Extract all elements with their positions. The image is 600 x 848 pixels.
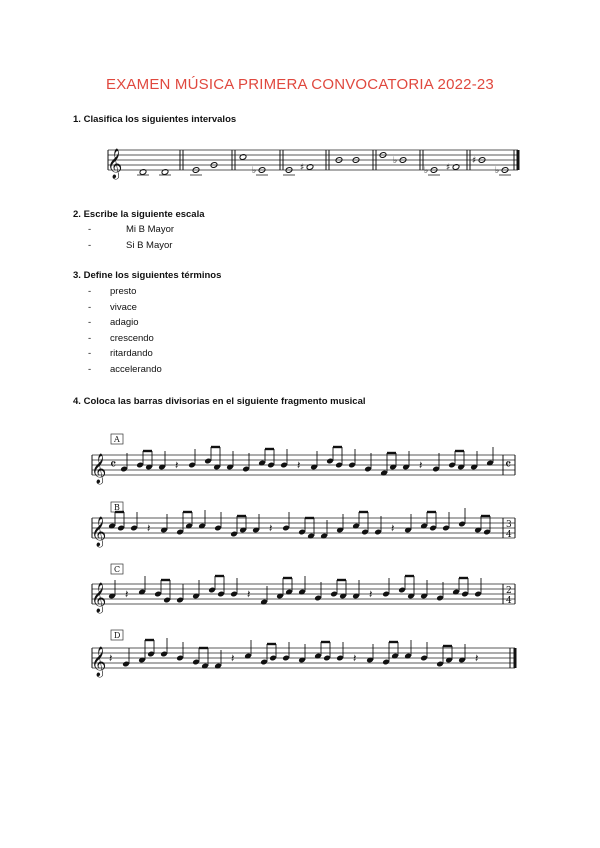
question-number: 2. (73, 209, 81, 220)
quarter-rest: 𝄽 (147, 522, 151, 535)
question-text: Escribe la siguiente escala (83, 209, 205, 220)
question-number: 3. (73, 270, 81, 281)
list-bullet: - (88, 348, 92, 359)
list-item-text: accelerando (110, 363, 162, 375)
question-number: 1. (73, 114, 81, 125)
list-item-text: adagio (110, 317, 139, 328)
question-text: Define los siguientes términos (83, 270, 222, 281)
treble-clef: 𝄞 (91, 517, 107, 547)
time-signature-top: 2 (506, 586, 512, 596)
quarter-rest: 𝄽 (247, 588, 251, 601)
flat-accidental: ♭ (252, 166, 257, 176)
quarter-rest: 𝄽 (369, 588, 373, 601)
sharp-accidental: ♯ (446, 163, 451, 173)
time-signature-bottom: 4 (506, 596, 512, 606)
quarter-rest: 𝄽 (269, 522, 273, 535)
section-label: A (114, 435, 120, 444)
quarter-rest: 𝄽 (475, 652, 479, 665)
treble-clef: 𝄞 (91, 647, 107, 677)
flat-accidental: ♭ (424, 166, 429, 176)
list-bullet: - (88, 239, 92, 251)
flat-accidental: ♭ (495, 166, 500, 176)
treble-clef: 𝄞 (91, 454, 107, 484)
question-number: 4. (73, 396, 81, 407)
list-item-text: ritardando (110, 348, 153, 359)
section-label: C (114, 565, 121, 574)
question-text: Coloca las barras divisorias en el siguiente fragmento musical (83, 396, 366, 407)
list-item-text: presto (110, 286, 137, 297)
treble-clef: 𝄞 (107, 149, 123, 179)
list-item-text: Mi B Mayor (126, 224, 175, 235)
time-signature-top: 3 (506, 520, 512, 530)
quarter-rest: 𝄽 (175, 459, 179, 472)
flat-accidental: ♭ (393, 156, 398, 166)
list-bullet: - (88, 332, 92, 344)
quarter-rest: 𝄽 (109, 652, 113, 665)
list-bullet: - (88, 224, 92, 235)
list-item-text: Si B Mayor (126, 239, 173, 251)
quarter-rest: 𝄽 (391, 522, 395, 535)
list-bullet: - (88, 286, 92, 297)
time-signature-bottom: 4 (506, 530, 512, 540)
quarter-rest: 𝄽 (353, 652, 357, 665)
quarter-rest: 𝄽 (419, 459, 423, 472)
sharp-accidental: ♯ (472, 156, 477, 166)
treble-clef: 𝄞 (91, 583, 107, 613)
page-title: EXAMEN MÚSICA PRIMERA CONVOCATORIA 2022-23 (106, 76, 494, 93)
common-time: 𝄴 (110, 457, 117, 473)
section-label: B (114, 503, 120, 512)
list-item-text: crescendo (110, 332, 154, 344)
question-text: Clasifica los siguientes intervalos (83, 114, 237, 125)
list-bullet: - (88, 317, 92, 328)
list-item-text: vivace (110, 301, 137, 313)
common-time: 𝄴 (505, 457, 512, 473)
quarter-rest: 𝄽 (231, 652, 235, 665)
quarter-rest: 𝄽 (297, 459, 301, 472)
sharp-accidental: ♯ (300, 163, 305, 173)
list-bullet: - (88, 301, 92, 313)
quarter-rest: 𝄽 (125, 588, 129, 601)
list-bullet: - (88, 363, 92, 375)
section-label: D (114, 631, 121, 640)
